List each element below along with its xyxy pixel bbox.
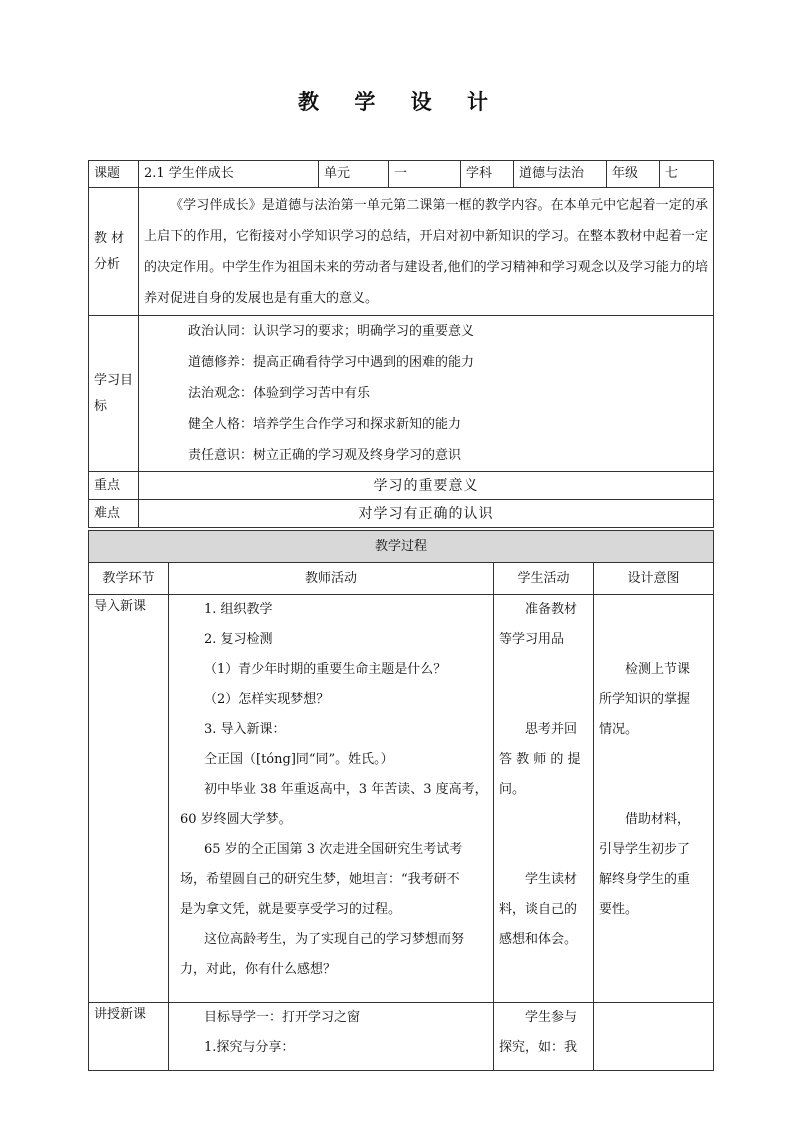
teacher-line: 1.探究与分享： (204, 1040, 295, 1055)
intro-design-intent (594, 595, 714, 1003)
document-title: 教 学 设 计 (298, 89, 502, 114)
key-point-label: 重点 (89, 472, 139, 500)
goal-item: 健全人格：培养学生合作学习和探求新知的能力 (188, 417, 462, 432)
student-line: 思考并回 (525, 722, 578, 737)
intent-line: 解终身学生的重 (599, 872, 691, 887)
teacher-line: 力，对此，你有什么感想？ (180, 962, 337, 977)
student-line (499, 805, 588, 835)
topic-value: 2.1 学生伴成长 (139, 161, 319, 188)
goals-label: 学习目标 (89, 316, 139, 472)
stage-lecture: 讲授新课 (89, 1003, 169, 1071)
goal-item: 政治认同：认识学习的要求；明确学习的重要意义 (188, 324, 475, 339)
student-line: 准备教材 (525, 602, 578, 617)
goal-item: 责任意识：树立正确的学习观及终身学习的意识 (188, 448, 462, 463)
student-line: 学生读材 (525, 872, 578, 887)
lecture-design-intent (594, 1003, 714, 1071)
grade-label: 年级 (607, 161, 660, 188)
process-header: 教学过程 (89, 531, 714, 563)
teacher-line: 2. 复习检测 (204, 632, 273, 647)
teacher-line: （1）青少年时期的重要生命主题是什么？ (204, 662, 447, 677)
student-line: 感想和体会。 (499, 932, 578, 947)
intent-line: 借助材料， (625, 812, 691, 827)
teacher-line: 目标导学一：打开学习之窗 (204, 1010, 361, 1025)
grade-value: 七 (660, 161, 714, 188)
process-table (88, 530, 714, 1071)
subject-label: 学科 (461, 161, 514, 188)
student-line (499, 835, 588, 865)
teacher-line: 65 岁的仝正国第 3 次走进全国研究生考试考 (204, 842, 463, 857)
topic-label: 课题 (89, 161, 139, 188)
lecture-teacher-activity (169, 1003, 494, 1071)
unit-value: 一 (389, 161, 461, 188)
student-line: 答 教 师 的 提 (499, 752, 581, 767)
column-header-student: 学生活动 (494, 563, 594, 595)
stage-intro: 导入新课 (89, 595, 169, 1003)
teacher-line: 3. 导入新课： (204, 722, 286, 737)
lecture-student-activity (494, 1003, 594, 1071)
student-line (499, 655, 588, 685)
goals-list (139, 316, 714, 472)
intent-line: 所学知识的掌握 (599, 692, 691, 707)
teacher-line: 仝正国（[tóng]同“同”。姓氏。） (204, 752, 394, 767)
student-line: 问。 (499, 782, 526, 797)
student-line: 等学习用品 (499, 632, 565, 647)
intent-line: 情况。 (599, 722, 639, 737)
intent-line: 检测上节课 (625, 662, 691, 677)
column-header-stage: 教学环节 (89, 563, 169, 595)
intro-student-activity (494, 595, 594, 1003)
intent-line (599, 775, 708, 805)
goal-item: 法治观念：体验到学习苦中有乐 (188, 386, 371, 401)
student-line (499, 685, 588, 715)
intent-line: 要性。 (599, 902, 639, 917)
student-line: 探究，如：我 (499, 1040, 578, 1055)
key-point-value: 学习的重要意义 (139, 472, 714, 500)
intent-line (599, 595, 708, 625)
column-header-intent: 设计意图 (594, 563, 714, 595)
column-header-teacher: 教师活动 (169, 563, 494, 595)
unit-label: 单元 (319, 161, 389, 188)
goal-item: 道德修养：提高正确看待学习中遇到的困难的能力 (188, 355, 475, 370)
intent-line (599, 625, 708, 655)
teacher-line: （2）怎样实现梦想？ (204, 692, 330, 707)
analysis-label: 教 材 分析 (89, 188, 139, 316)
intent-line (599, 745, 708, 775)
student-line: 料，谈自己的 (499, 902, 578, 917)
analysis-text: 《学习伴成长》是道德与法治第一单元第二课第一框的教学内容。在本单元中它起着一定的承上启下的作用，它衔接对小学知识学习的总结，开启对初中新知识的学习。在整本教材中起着一定的决定作用。中学生作为祖国未来的劳动者与建设者,他们的学习精神和学习观念以及学习能力的培养对促进自身的发展也是有重大的意义。 (139, 188, 714, 316)
difficulty-label: 难点 (89, 500, 139, 528)
difficulty-value: 对学习有正确的认识 (139, 500, 714, 528)
teacher-line: 场，希望圆自己的研究生梦，她坦言：“我考研不 (180, 872, 460, 887)
info-table (88, 160, 714, 528)
intro-teacher-activity (169, 595, 494, 1003)
subject-value: 道德与法治 (514, 161, 607, 188)
student-line: 学生参与 (525, 1010, 578, 1025)
teacher-line: 是为拿文凭，就是要享受学习的过程。 (180, 902, 402, 917)
teacher-line: 60 岁终圆大学梦。 (180, 812, 292, 827)
teacher-line: 1. 组织教学 (204, 602, 273, 617)
intent-line: 引导学生初步了 (599, 842, 691, 857)
teacher-line: 这位高龄考生，为了实现自己的学习梦想而努 (204, 932, 465, 947)
teacher-line: 初中毕业 38 年重返高中，3 年苦读、3 度高考， (204, 782, 488, 797)
